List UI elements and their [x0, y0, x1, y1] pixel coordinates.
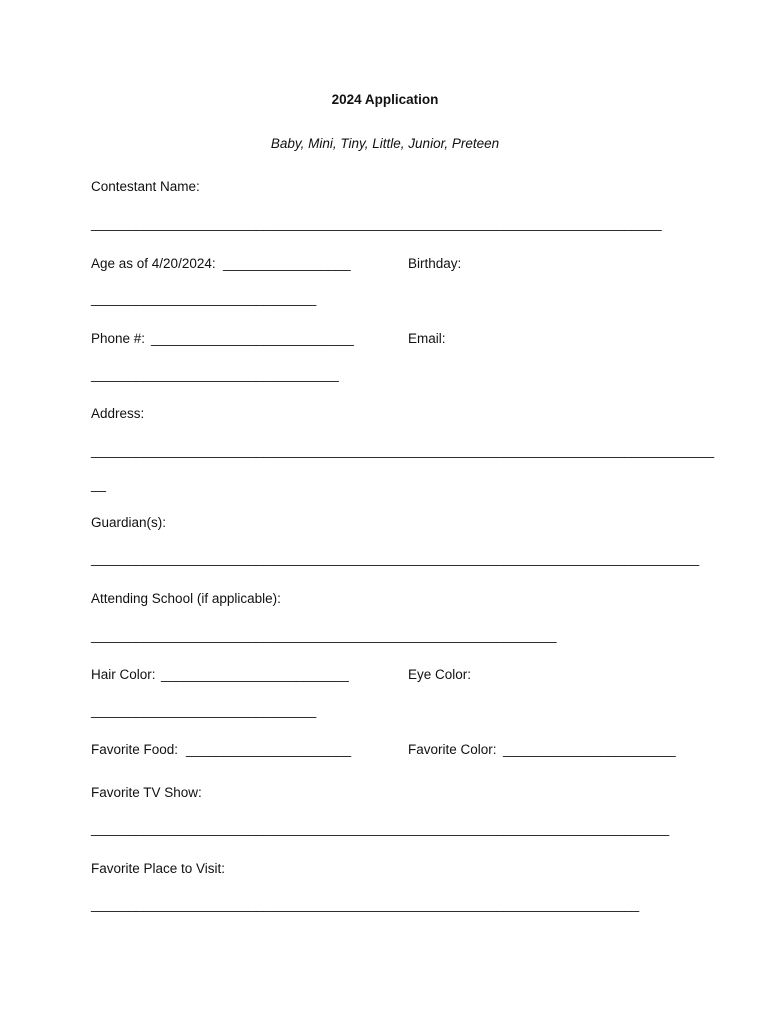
email-label: Email:	[408, 331, 446, 346]
address-field-continued[interactable]: __	[91, 477, 107, 492]
birthday-field[interactable]: ______________________________	[91, 291, 317, 306]
favorite-tv-field[interactable]: _____________________________________________________________________________	[91, 821, 670, 836]
hair-color-label: Hair Color:	[91, 667, 156, 682]
school-field[interactable]: ______________________________________________________________	[91, 628, 557, 643]
phone-label: Phone #:	[91, 331, 146, 346]
age-field[interactable]: _________________	[223, 256, 351, 271]
favorite-food-field[interactable]: ______________________	[186, 742, 352, 757]
phone-field[interactable]: ___________________________	[151, 331, 354, 346]
hair-color-field[interactable]: _________________________	[161, 667, 349, 682]
address-label: Address:	[91, 406, 145, 421]
favorite-food-label: Favorite Food:	[91, 742, 179, 757]
favorite-tv-label: Favorite TV Show:	[91, 785, 202, 800]
divisions-subtitle: Baby, Mini, Tiny, Little, Junior, Preteen	[270, 136, 500, 151]
eye-color-field[interactable]: ______________________________	[91, 703, 317, 718]
contestant-name-label: Contestant Name:	[91, 179, 200, 194]
favorite-color-label: Favorite Color:	[408, 742, 497, 757]
page-title: 2024 Application	[331, 92, 439, 107]
contestant-name-field[interactable]: ____________________________________________________________________________	[91, 216, 662, 231]
birthday-label: Birthday:	[408, 256, 462, 271]
age-label: Age as of 4/20/2024:	[91, 256, 216, 271]
address-field[interactable]: ___________________________________________________________________________________	[91, 443, 715, 458]
guardians-label: Guardian(s):	[91, 515, 167, 530]
favorite-color-field[interactable]: _______________________	[503, 742, 676, 757]
favorite-place-field[interactable]: _________________________________________________________________________	[91, 897, 640, 912]
school-label: Attending School (if applicable):	[91, 591, 281, 606]
favorite-place-label: Favorite Place to Visit:	[91, 861, 226, 876]
eye-color-label: Eye Color:	[408, 667, 472, 682]
email-field[interactable]: _________________________________	[91, 367, 339, 382]
guardians-field[interactable]: _________________________________________________________________________________	[91, 551, 700, 566]
